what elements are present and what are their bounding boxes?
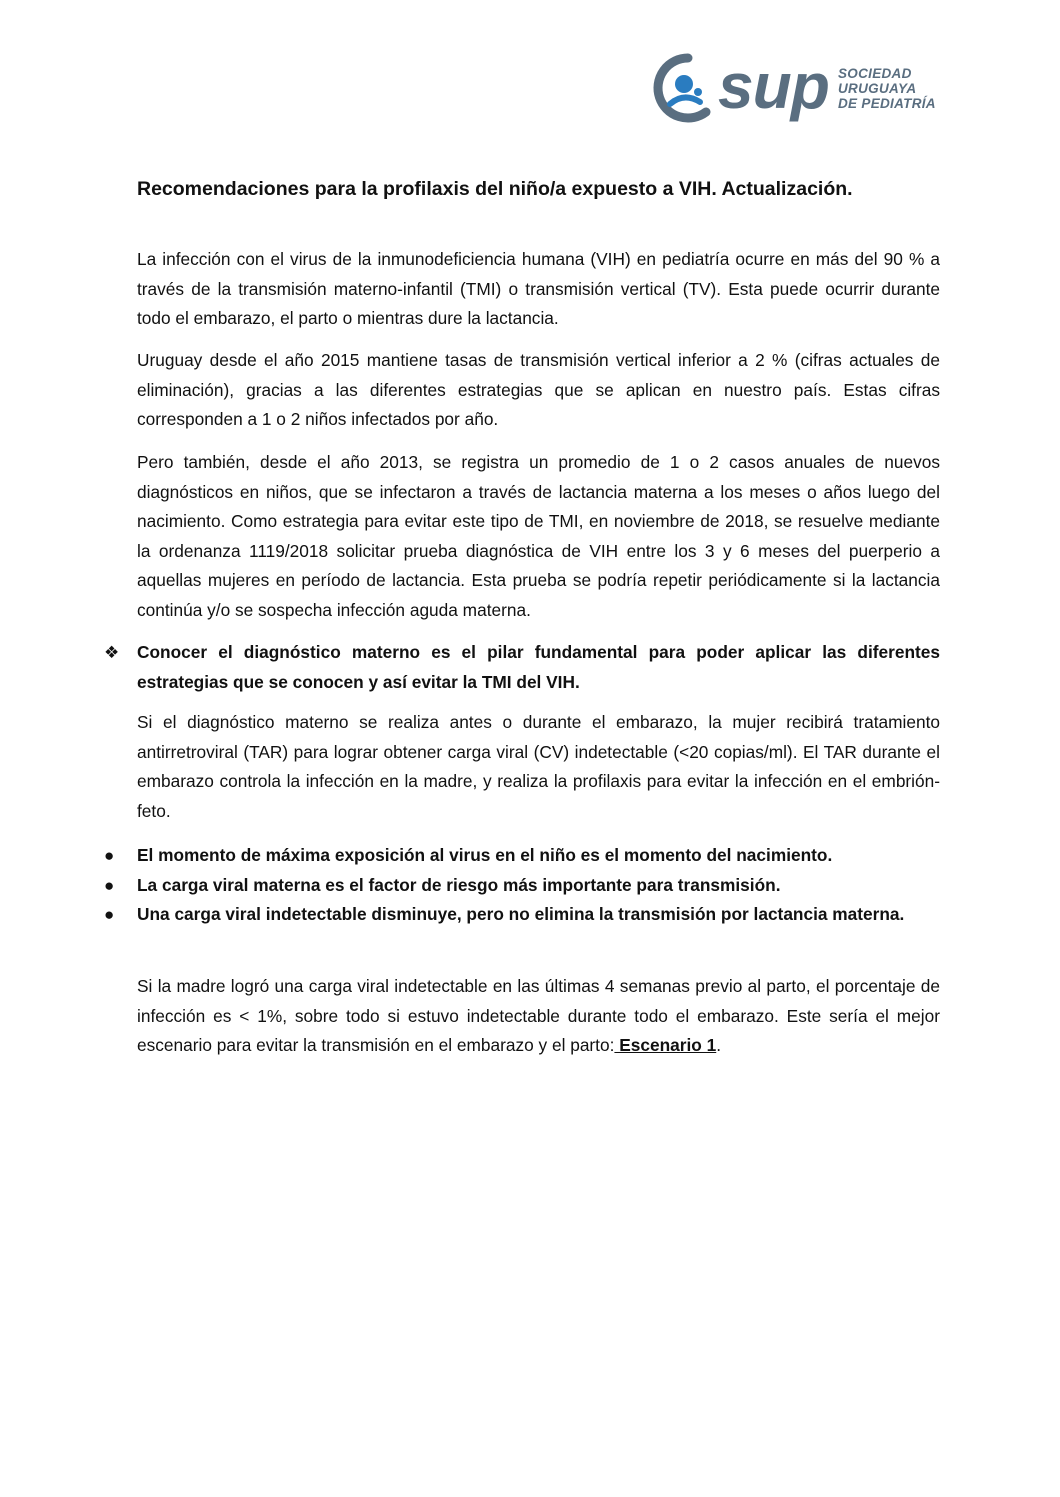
logo-org-line1: SOCIEDAD: [838, 66, 912, 81]
bullet-dot-icon: ●: [104, 846, 115, 865]
bullet-dot-icon: ●: [104, 905, 115, 924]
logo-org-line2: URUGUAYA: [838, 81, 917, 96]
document-title: Recomendaciones para la profilaxis del niño/a expuesto a VIH. Actualización.: [137, 178, 853, 200]
bullet-dot-icon: ●: [104, 876, 115, 895]
logo-acronym: sup: [718, 50, 829, 122]
paragraph-5-text: Si la madre logró una carga viral indetectable en las últimas 4 semanas previo al parto, el porcentaje de infección es < 1%, sobre todo si estuvo indetectable durante todo el embarazo. Este sería el mejor escenario para evitar la transmisión en el embarazo y el parto:: [137, 976, 940, 1055]
logo-org-line3: DE PEDIATRÍA: [838, 96, 936, 111]
diamond-bullet-text: Conocer el diagnóstico materno es el pilar fundamental para poder aplicar las diferentes estrategias que se conocen y así evitar la TMI del VIH.: [137, 642, 940, 692]
escenario-1-link[interactable]: Escenario 1: [614, 1035, 717, 1055]
bullet-item-2: La carga viral materna es el factor de riesgo más importante para transmisión.: [137, 875, 781, 895]
sup-logo: [648, 52, 938, 128]
paragraph-5-end: .: [716, 1035, 722, 1055]
diamond-bullet-icon: ❖: [104, 643, 120, 662]
paragraph-1: La infección con el virus de la inmunodeficiencia humana (VIH) en pediatría ocurre en más del 90 % a través de la transmisión materno-infantil (TMI) o transmisión vertical (TV). Esta puede ocurrir durante todo el embarazo, el parto o mientras dure la lactancia.: [137, 249, 940, 328]
paragraph-2: Uruguay desde el año 2015 mantiene tasas de transmisión vertical inferior a 2 % (cifras actuales de eliminación), gracias a las diferentes estrategias que se aplican en nuestro país. Estas cifras corresponden a 1 o 2 niños infectados por año.: [137, 350, 940, 429]
bullet-item-3: Una carga viral indetectable disminuye, pero no elimina la transmisión por lactancia materna.: [137, 904, 905, 924]
logo-org-name: [838, 66, 936, 111]
sup-emblem-icon: [648, 52, 724, 128]
bullet-item-1: El momento de máxima exposición al virus en el niño es el momento del nacimiento.: [137, 845, 833, 865]
paragraph-4: Si el diagnóstico materno se realiza antes o durante el embarazo, la mujer recibirá tratamiento antirretroviral (TAR) para lograr obtener carga viral (CV) indetectable (<20 copias/ml). El TAR durante el embarazo controla la infección en la madre, y realiza la profilaxis para evitar la infección en el embrión-feto.: [137, 712, 940, 821]
paragraph-5: [137, 972, 940, 1061]
paragraph-3: Pero también, desde el año 2013, se registra un promedio de 1 o 2 casos anuales de nuevos diagnósticos en niños, que se infectaron a través de lactancia materna a los meses o años luego del nacimiento. Como estrategia para evitar este tipo de TMI, en noviembre de 2018, se resuelve mediante la ordenanza 1119/2018 solicitar prueba diagnóstica de VIH entre los 3 y 6 meses del puerperio a aquellas mujeres en período de lactancia. Esta prueba se podría repetir periódicamente si la lactancia continúa y/o se sospecha infección aguda materna.: [137, 452, 940, 620]
